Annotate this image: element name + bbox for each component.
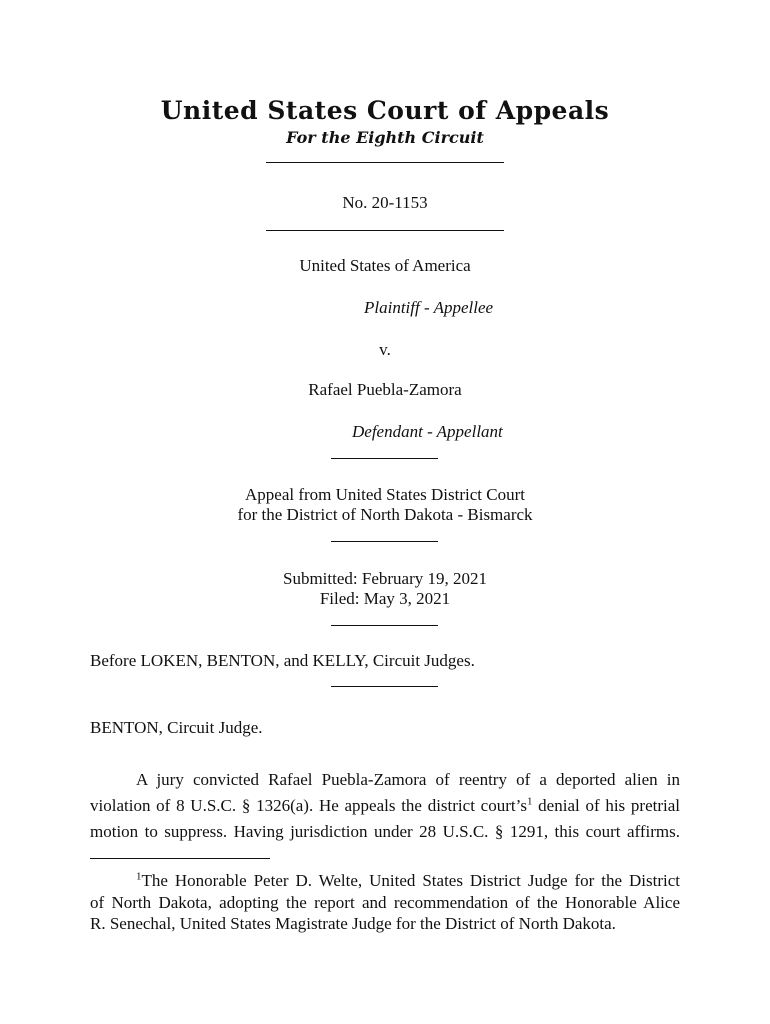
versus: v. bbox=[379, 340, 391, 359]
defendant-name: Rafael Puebla-Zamora bbox=[308, 380, 462, 399]
divider bbox=[331, 458, 438, 459]
appeal-line-2: for the District of North Dakota - Bismarck bbox=[237, 505, 533, 524]
plaintiff-name: United States of America bbox=[299, 256, 471, 275]
divider bbox=[266, 162, 504, 163]
appeal-line-1: Appeal from United States District Court bbox=[245, 485, 525, 504]
court-title: United States Court of Appeals bbox=[160, 96, 610, 125]
divider bbox=[331, 541, 438, 542]
defendant-role: Defendant - Appellant bbox=[352, 422, 503, 441]
circuit-subtitle: For the Eighth Circuit bbox=[286, 128, 484, 147]
filed-date: Filed: May 3, 2021 bbox=[319, 589, 451, 608]
footnote-line-3: R. Senechal, United States Magistrate Judge for the District of North Dakota. bbox=[90, 914, 616, 933]
opinion-line-2: violation of 8 U.S.C. § 1326(a). He appeals the district $court’s^1$ denial of his pretrial bbox=[90, 795, 680, 815]
panel-line: Before LOKEN, BENTON, and KELLY, Circuit Judges. bbox=[90, 651, 475, 670]
plaintiff-role: Plaintiff - Appellee bbox=[364, 298, 494, 317]
submitted-date: Submitted: February 19, 2021 bbox=[283, 569, 487, 588]
footnote-ref[interactable]: 1 bbox=[526, 795, 533, 808]
footnote-separator bbox=[90, 858, 270, 859]
divider bbox=[331, 686, 438, 687]
footnote-line-1: $^1$The Honorable Peter D. Welte, United States District Judge for the District bbox=[136, 870, 680, 890]
divider bbox=[266, 230, 504, 231]
author-line: BENTON, Circuit Judge. bbox=[90, 718, 263, 737]
divider bbox=[331, 625, 438, 626]
footnote-marker: 1 bbox=[136, 870, 142, 883]
case-number: No. 20-1153 bbox=[342, 193, 428, 212]
opinion-line-3: motion to suppress. Having jurisdiction under 28 U.S.C. § 1291, this court affirms. bbox=[90, 822, 680, 841]
footnote-line-2: of North Dakota, adopting the report and recommendation of the Honorable Alice bbox=[90, 893, 680, 912]
opinion-line-1: A jury convicted Rafael Puebla-Zamora of reentry of a deported alien in bbox=[136, 770, 680, 789]
